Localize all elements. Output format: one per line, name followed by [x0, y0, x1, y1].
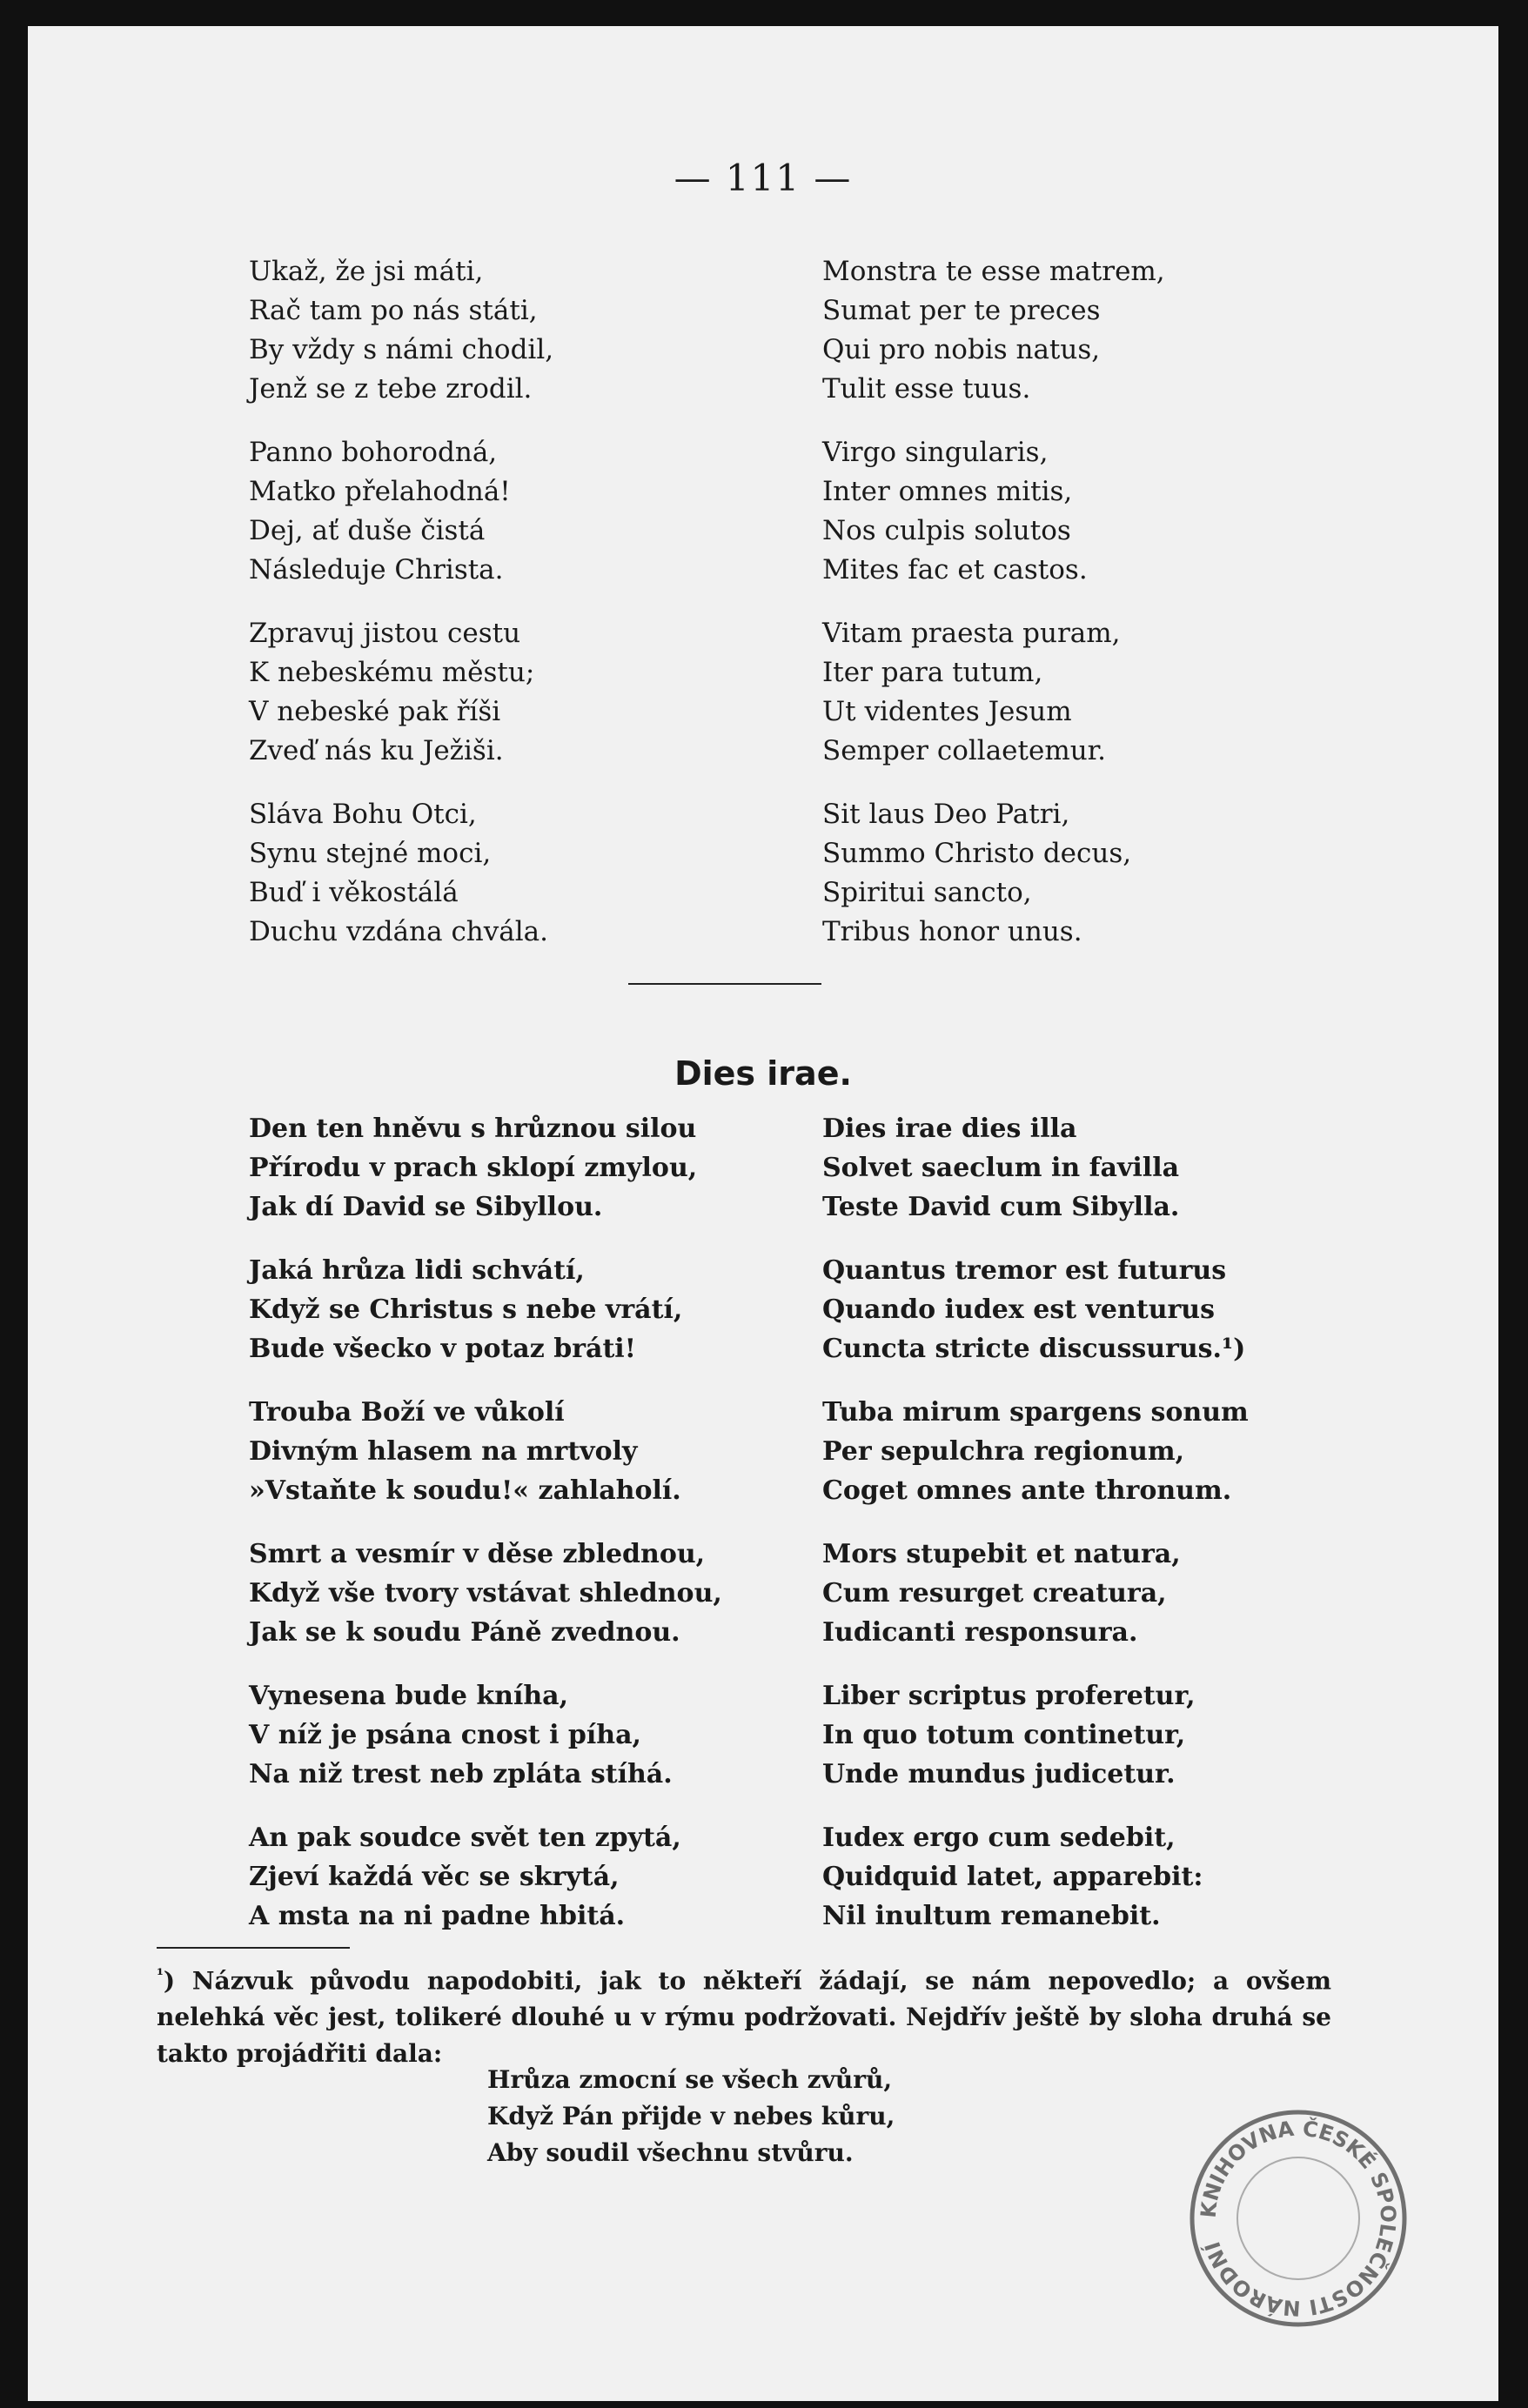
verse-line: Cum resurget creatura, — [822, 1578, 1167, 1609]
verse-line: K nebeskému městu; — [249, 657, 535, 688]
verse-line: V nebeské pak říši — [249, 696, 501, 727]
stanza — [249, 1818, 722, 1936]
verse-line: Jenž se z tebe zrodil. — [249, 373, 533, 405]
verse-line: A msta na ni padne hbitá. — [249, 1901, 626, 1931]
stanza — [249, 1251, 722, 1368]
stanza — [822, 1251, 1249, 1368]
verse-line: Zjeví každá věc se skrytá, — [249, 1862, 620, 1892]
stanza — [249, 1393, 722, 1510]
verse-line: Zveď nás ku Ježiši. — [249, 735, 504, 766]
verse-line: Tuba mirum spargens sonum — [822, 1397, 1249, 1428]
verse-line: Vynesena bude kníha, — [249, 1681, 569, 1711]
verse-line: Vitam praesta puram, — [822, 618, 1121, 649]
verse-line: Cuncta stricte discussurus.¹) — [822, 1334, 1246, 1364]
verse-line: Quidquid latet, apparebit: — [822, 1862, 1203, 1892]
verse-line: Rač tam po nás státi, — [249, 295, 538, 326]
library-stamp — [1185, 2105, 1411, 2331]
verse-line: Dies irae dies illa — [822, 1114, 1077, 1144]
verse-line: V níž je psána cnost i píha, — [249, 1720, 641, 1750]
upper-left-column — [249, 252, 553, 952]
verse-line: Quantus tremor est futurus — [822, 1255, 1227, 1286]
page — [28, 26, 1498, 2401]
verse-line: Inter omnes mitis, — [822, 476, 1073, 507]
lower-right-column — [822, 1109, 1249, 1936]
verse-line: Iudex ergo cum sedebit, — [822, 1823, 1176, 1853]
verse-line: Když vše tvory vstávat shlednou, — [249, 1578, 722, 1609]
footnote-marker: ¹ — [157, 1966, 164, 1984]
footnote-text: ) Názvuk původu napodobiti, jak to někteří žádají, se nám nepovedlo; a ovšem nelehká věc jest, tolikeré dlouhé u v rýmu podržovati. Nejdřív ještě by sloha druhá se takto projádřiti dala: — [157, 1966, 1331, 2069]
verse-line: Jaká hrůza lidi schvátí, — [249, 1255, 585, 1286]
upper-right-column — [822, 252, 1165, 952]
verse-line: Tribus honor unus. — [822, 916, 1082, 947]
verse-line: Na niž trest neb zpláta stíhá. — [249, 1759, 673, 1789]
verse-line: Sit laus Deo Patri, — [822, 799, 1070, 830]
verse-line: Buď i věkostálá — [249, 877, 459, 908]
footnote — [157, 1957, 1331, 2072]
verse-line: Summo Christo decus, — [822, 838, 1132, 869]
verse-line: Iudicanti responsura. — [822, 1617, 1138, 1648]
verse-line: Duchu vzdána chvála. — [249, 916, 549, 947]
page-number: — 111 — — [674, 157, 853, 199]
verse-line: Virgo singularis, — [822, 437, 1049, 468]
stanza — [249, 614, 553, 771]
verse-line: Quando iudex est venturus — [822, 1294, 1216, 1325]
svg-text:KNIHOVNA ČESKÉ SPOLEČNOSTI NÁR: KNIHOVNA ČESKÉ SPOLEČNOSTI NÁRODNÍ — [1196, 2116, 1401, 2321]
verse-line: Coget omnes ante thronum. — [822, 1475, 1232, 1506]
verse-line: Nil inultum remanebit. — [822, 1901, 1161, 1931]
stanza — [249, 1535, 722, 1652]
stanza — [822, 1535, 1249, 1652]
verse-line: Spiritui sancto, — [822, 877, 1032, 908]
section-title: Dies irae. — [674, 1054, 852, 1093]
verse-line: »Vstaňte k soudu!« zahlaholí. — [249, 1475, 681, 1506]
verse-line: Unde mundus judicetur. — [822, 1759, 1176, 1789]
stanza — [249, 1676, 722, 1794]
verse-line: Per sepulchra regionum, — [822, 1436, 1185, 1467]
verse-line: By vždy s námi chodil, — [249, 334, 554, 365]
stanza — [822, 1818, 1249, 1936]
verse-line: Když se Christus s nebe vrátí, — [249, 1294, 683, 1325]
verse-line: Qui pro nobis natus, — [822, 334, 1101, 365]
verse-line: Tulit esse tuus. — [822, 373, 1031, 405]
verse-line: Mors stupebit et natura, — [822, 1539, 1181, 1569]
verse-line: Smrt a vesmír v děse zblednou, — [249, 1539, 706, 1569]
stanza — [822, 1109, 1249, 1227]
stanza — [249, 433, 553, 590]
verse-line: Zpravuj jistou cestu — [249, 618, 521, 649]
verse-line: Semper collaetemur. — [822, 735, 1106, 766]
stanza — [822, 1393, 1249, 1510]
verse-line: Dej, ať duše čistá — [249, 515, 486, 546]
verse-line: An pak soudce svět ten zpytá, — [249, 1823, 681, 1853]
verse-line: Ut videntes Jesum — [822, 696, 1072, 727]
stanza — [249, 1109, 722, 1227]
verse-line: Přírodu v prach sklopí zmylou, — [249, 1153, 698, 1183]
stanza — [249, 252, 553, 409]
verse-line: Ukaž, že jsi máti, — [249, 256, 484, 287]
stanza — [822, 252, 1165, 409]
verse-line: Následuje Christa. — [249, 554, 504, 585]
stanza — [822, 795, 1165, 952]
stanza — [822, 433, 1165, 590]
verse-line: Iter para tutum, — [822, 657, 1043, 688]
verse-line: Mites fac et castos. — [822, 554, 1088, 585]
footnote-verse-line: Aby soudil všechnu stvůru. — [487, 2138, 854, 2167]
verse-line: Synu stejné moci, — [249, 838, 492, 869]
lower-left-column — [249, 1109, 722, 1936]
verse-line: Nos culpis solutos — [822, 515, 1071, 546]
verse-line: In quo totum continetur, — [822, 1720, 1186, 1750]
verse-line: Sumat per te preces — [822, 295, 1101, 326]
footnote-verse-line: Když Pán přijde v nebes kůru, — [487, 2102, 895, 2130]
verse-line: Panno bohorodná, — [249, 437, 498, 468]
verse-line: Solvet saeclum in favilla — [822, 1153, 1180, 1183]
verse-line: Teste David cum Sibylla. — [822, 1192, 1180, 1222]
verse-line: Monstra te esse matrem, — [822, 256, 1165, 287]
verse-line: Trouba Boží ve vůkolí — [249, 1397, 565, 1428]
stanza — [249, 795, 553, 952]
verse-line: Matko přelahodná! — [249, 476, 511, 507]
footnote-verse-line: Hrůza zmocní se všech zvůrů, — [487, 2065, 893, 2094]
stanza — [822, 1676, 1249, 1794]
verse-line: Bude všecko v potaz bráti! — [249, 1334, 636, 1364]
verse-line: Liber scriptus proferetur, — [822, 1681, 1196, 1711]
section-divider — [628, 983, 821, 985]
verse-line: Den ten hněvu s hrůznou silou — [249, 1114, 697, 1144]
footnote-verse — [487, 2062, 895, 2171]
verse-line: Divným hlasem na mrtvoly — [249, 1436, 638, 1467]
verse-line: Sláva Bohu Otci, — [249, 799, 477, 830]
stanza — [822, 614, 1165, 771]
verse-line: Jak se k soudu Páně zvednou. — [249, 1617, 680, 1648]
verse-line: Jak dí David se Sibyllou. — [249, 1192, 603, 1222]
footnote-divider — [157, 1947, 350, 1949]
